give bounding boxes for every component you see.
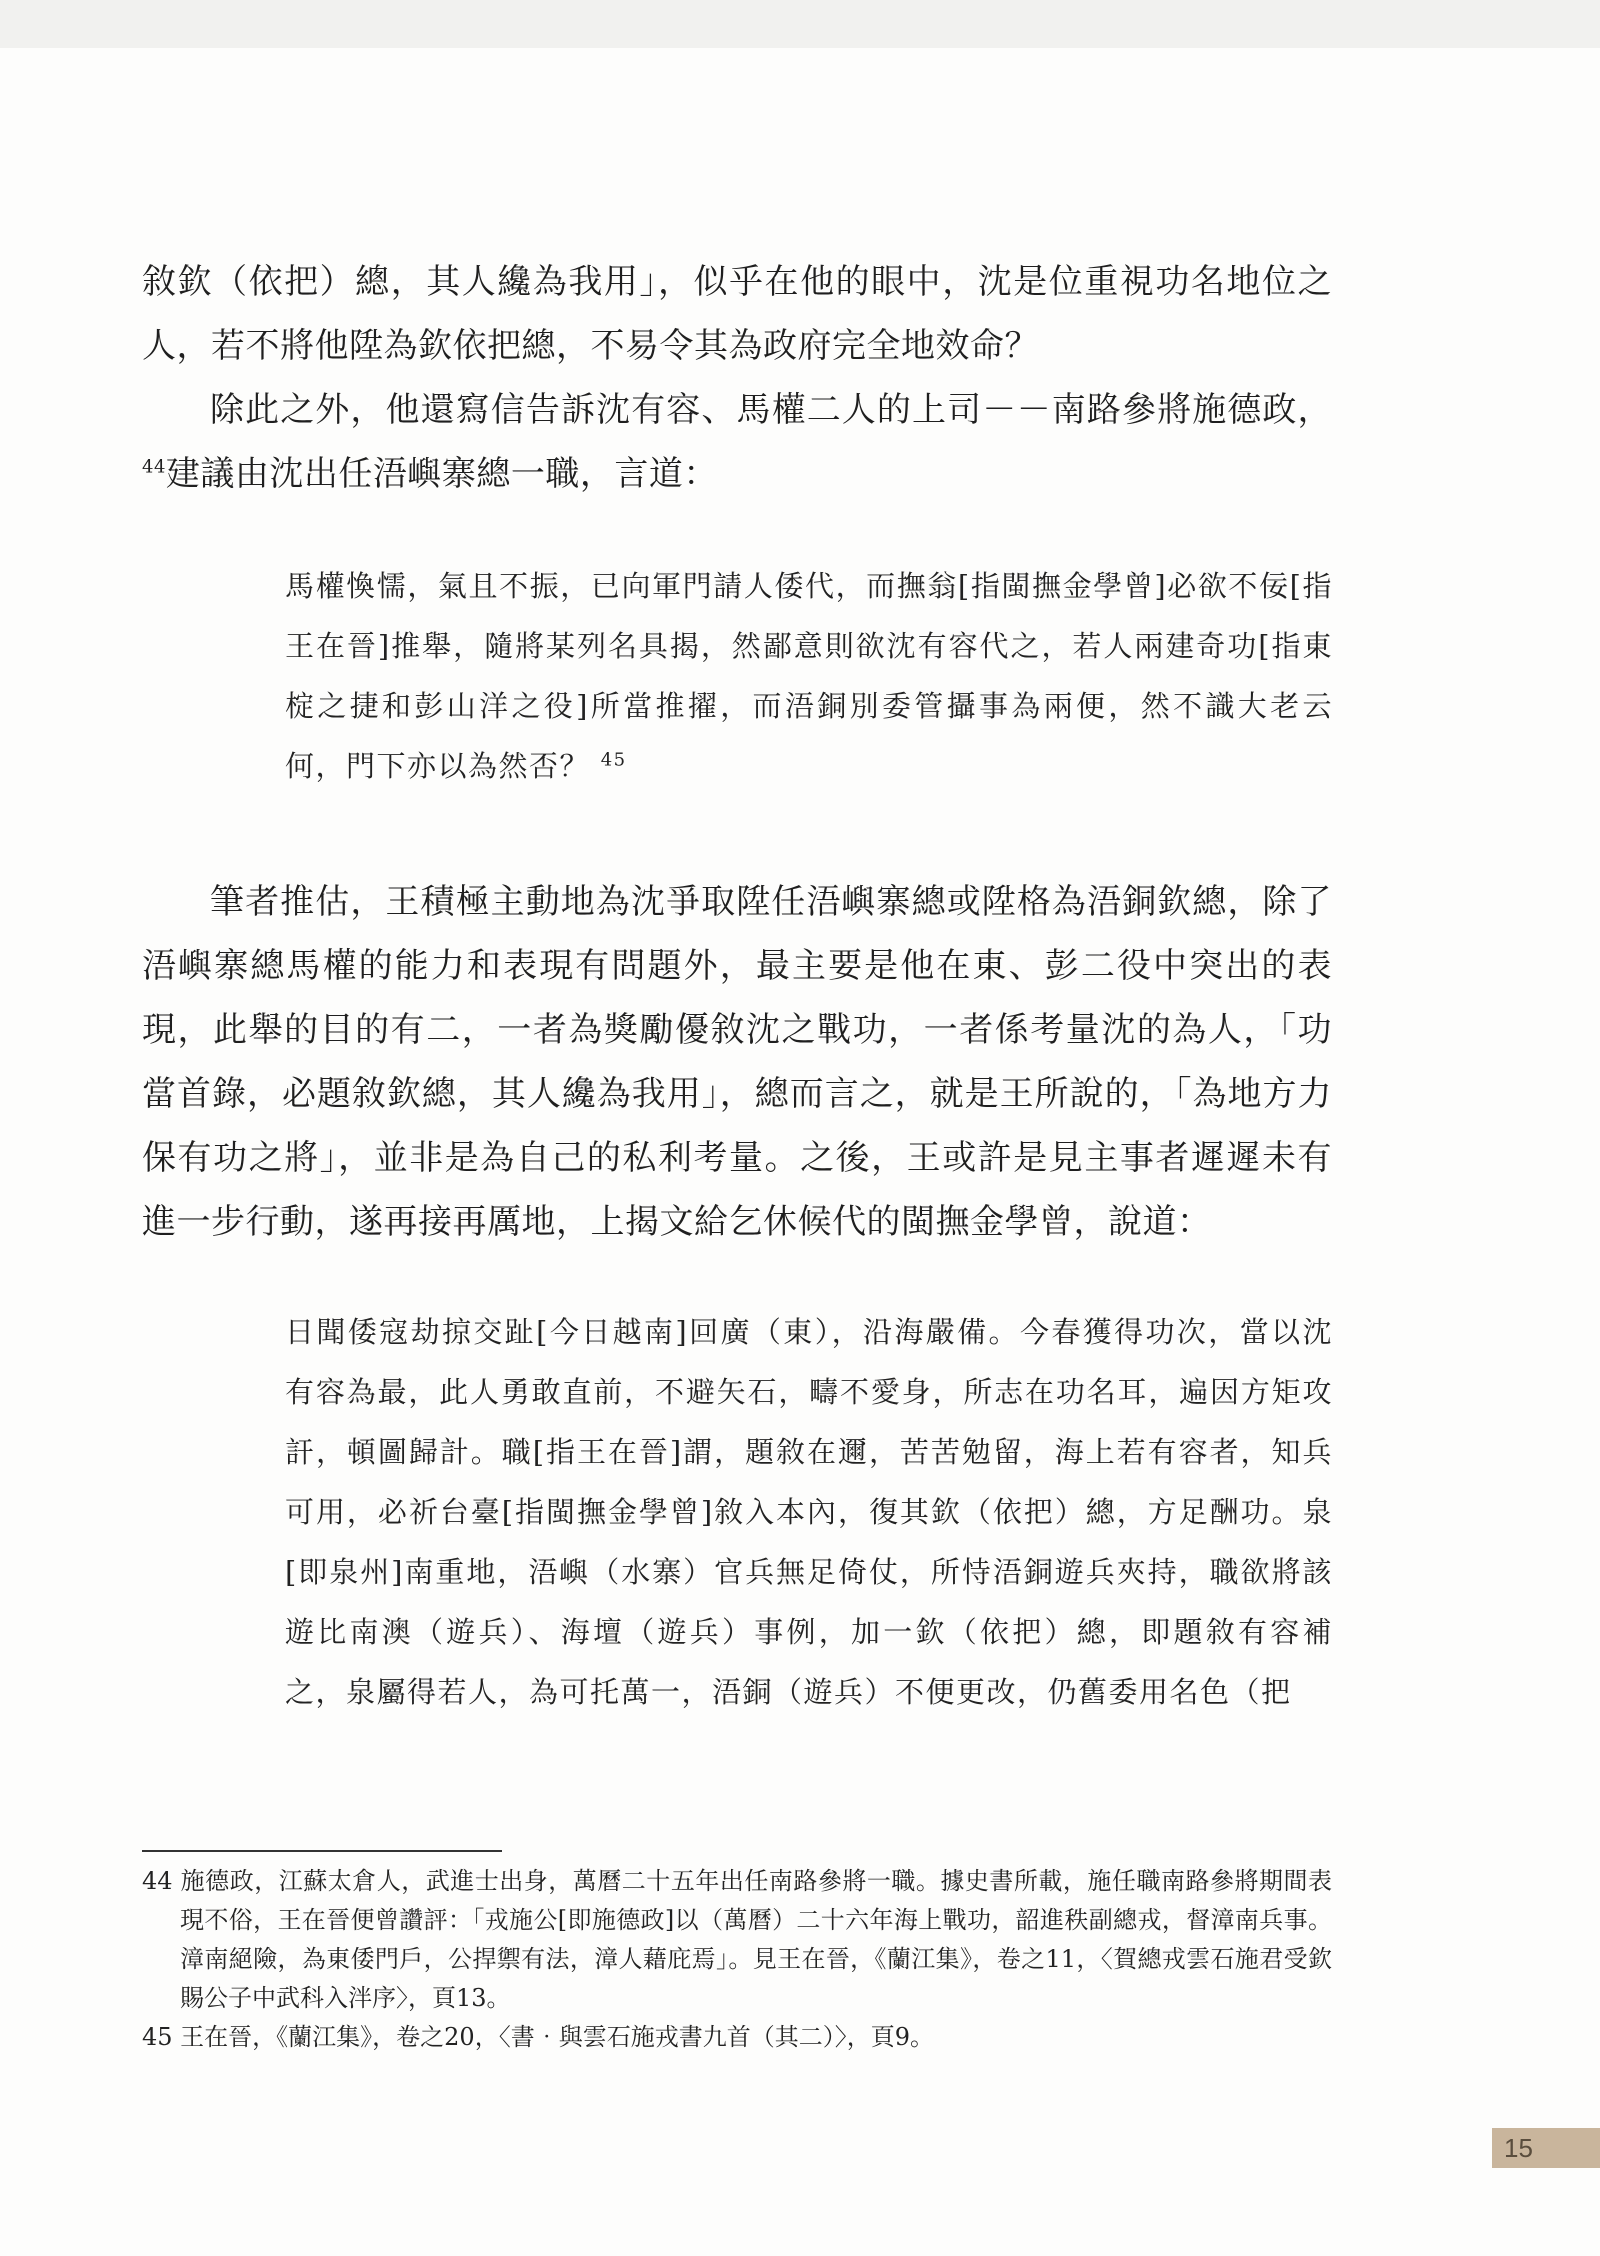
block-quote-1-text: 馬權愌懦，氣且不振，已向軍門請人倭代，而撫翁[指閩撫金學曾]必欲不佞[指王在晉]推舉，隨將某列名具揭，然鄙意則欲沈有容代之，若人兩建奇功[指東椗之捷和彭山洋之役]所當推擢，而浯銅別委管攝事為兩便，然不識大老云何，門下亦以為然否？ xyxy=(285,569,1333,783)
paragraph-2-text: 除此之外，他還寫信告訴沈有容、馬權二人的上司－－南路參將施德政， xyxy=(210,390,1332,430)
block-quote-2-text: 日聞倭寇劫掠交趾[今日越南]回廣（東），沿海嚴備。今春獲得功次，當以沈有容為最，此人勇敢直前，不避矢石，疇不愛身，所志在功名耳，遍因方矩攻訐，頓圖歸計。職[指王在晉]謂，題敘在邇，苦苦勉留，海上若有容者，知兵可用，必祈台臺[指閩撫金學曾]敘入本內，復其欽（依把）總，方足酬功。泉[即泉州]南重地，浯嶼（水寨）官兵無足倚仗，所恃浯銅遊兵夾持，職欲將該遊比南澳（遊兵）、海壇（遊兵）事例，加一欽（依把）總，即題敘有容補之，泉屬得若人，為可托萬一，浯銅（遊兵）不便更改，仍舊委用名色（把 xyxy=(285,1315,1333,1709)
footnote-45: 45 王在晉，《蘭江集》，卷之20，〈書‧與雲石施戎書九首（其二）〉，頁9。 xyxy=(142,2023,934,2051)
scan-top-band xyxy=(0,0,1600,48)
paragraph-2 xyxy=(142,378,1332,506)
block-quote-2 xyxy=(285,1302,1333,1722)
footnote-divider xyxy=(142,1850,502,1852)
paragraph-2-text-cont: 建議由沈出任浯嶼寨總一職，言道： xyxy=(165,454,718,494)
block-quote-1 xyxy=(285,556,1333,796)
paragraph-1 xyxy=(142,250,1332,378)
footnote-ref-44: 44 xyxy=(142,456,166,478)
footnotes xyxy=(142,1862,1332,2057)
paragraph-3 xyxy=(142,870,1332,1254)
footnote-ref-45: 45 xyxy=(600,749,627,771)
paragraph-1-text: 敘欽（依把）總，其人纔為我用」，似乎在他的眼中，沈是位重視功名地位之人，若不將他陞為欽依把總，不易令其為政府完全地效命？ xyxy=(142,262,1332,366)
paragraph-3-text: 筆者推估，王積極主動地為沈爭取陞任浯嶼寨總或陞格為浯銅欽總，除了浯嶼寨總馬權的能力和表現有問題外，最主要是他在東、彭二役中突出的表現，此舉的目的有二，一者為獎勵優敘沈之戰功，一者係考量沈的為人，「功當首錄，必題敘欽總，其人纔為我用」，總而言之，就是王所說的，「為地方力保有功之將」，並非是為自己的私利考量。之後，王或許是見主事者遲遲未有進一步行動，遂再接再厲地，上揭文給乞休候代的閩撫金學曾，說道： xyxy=(142,882,1332,1242)
footnote-44: 44 施德政，江蘇太倉人，武進士出身，萬曆二十五年出任南路參將一職。據史書所載，施任職南路參將期間表現不俗，王在晉便曾讚評：「戎施公[即施德政]以（萬曆）二十六年海上戰功，韶進秩副總戎，督漳南兵事。漳南絕險，為東倭門戶，公捍禦有法，漳人藉庇焉」。見王在晉，《蘭江集》，卷之11，〈賀總戎雲石施君受欽賜公子中武科入泮序〉，頁13。 xyxy=(142,1867,1332,2012)
page-number: 15 xyxy=(1492,2128,1600,2168)
